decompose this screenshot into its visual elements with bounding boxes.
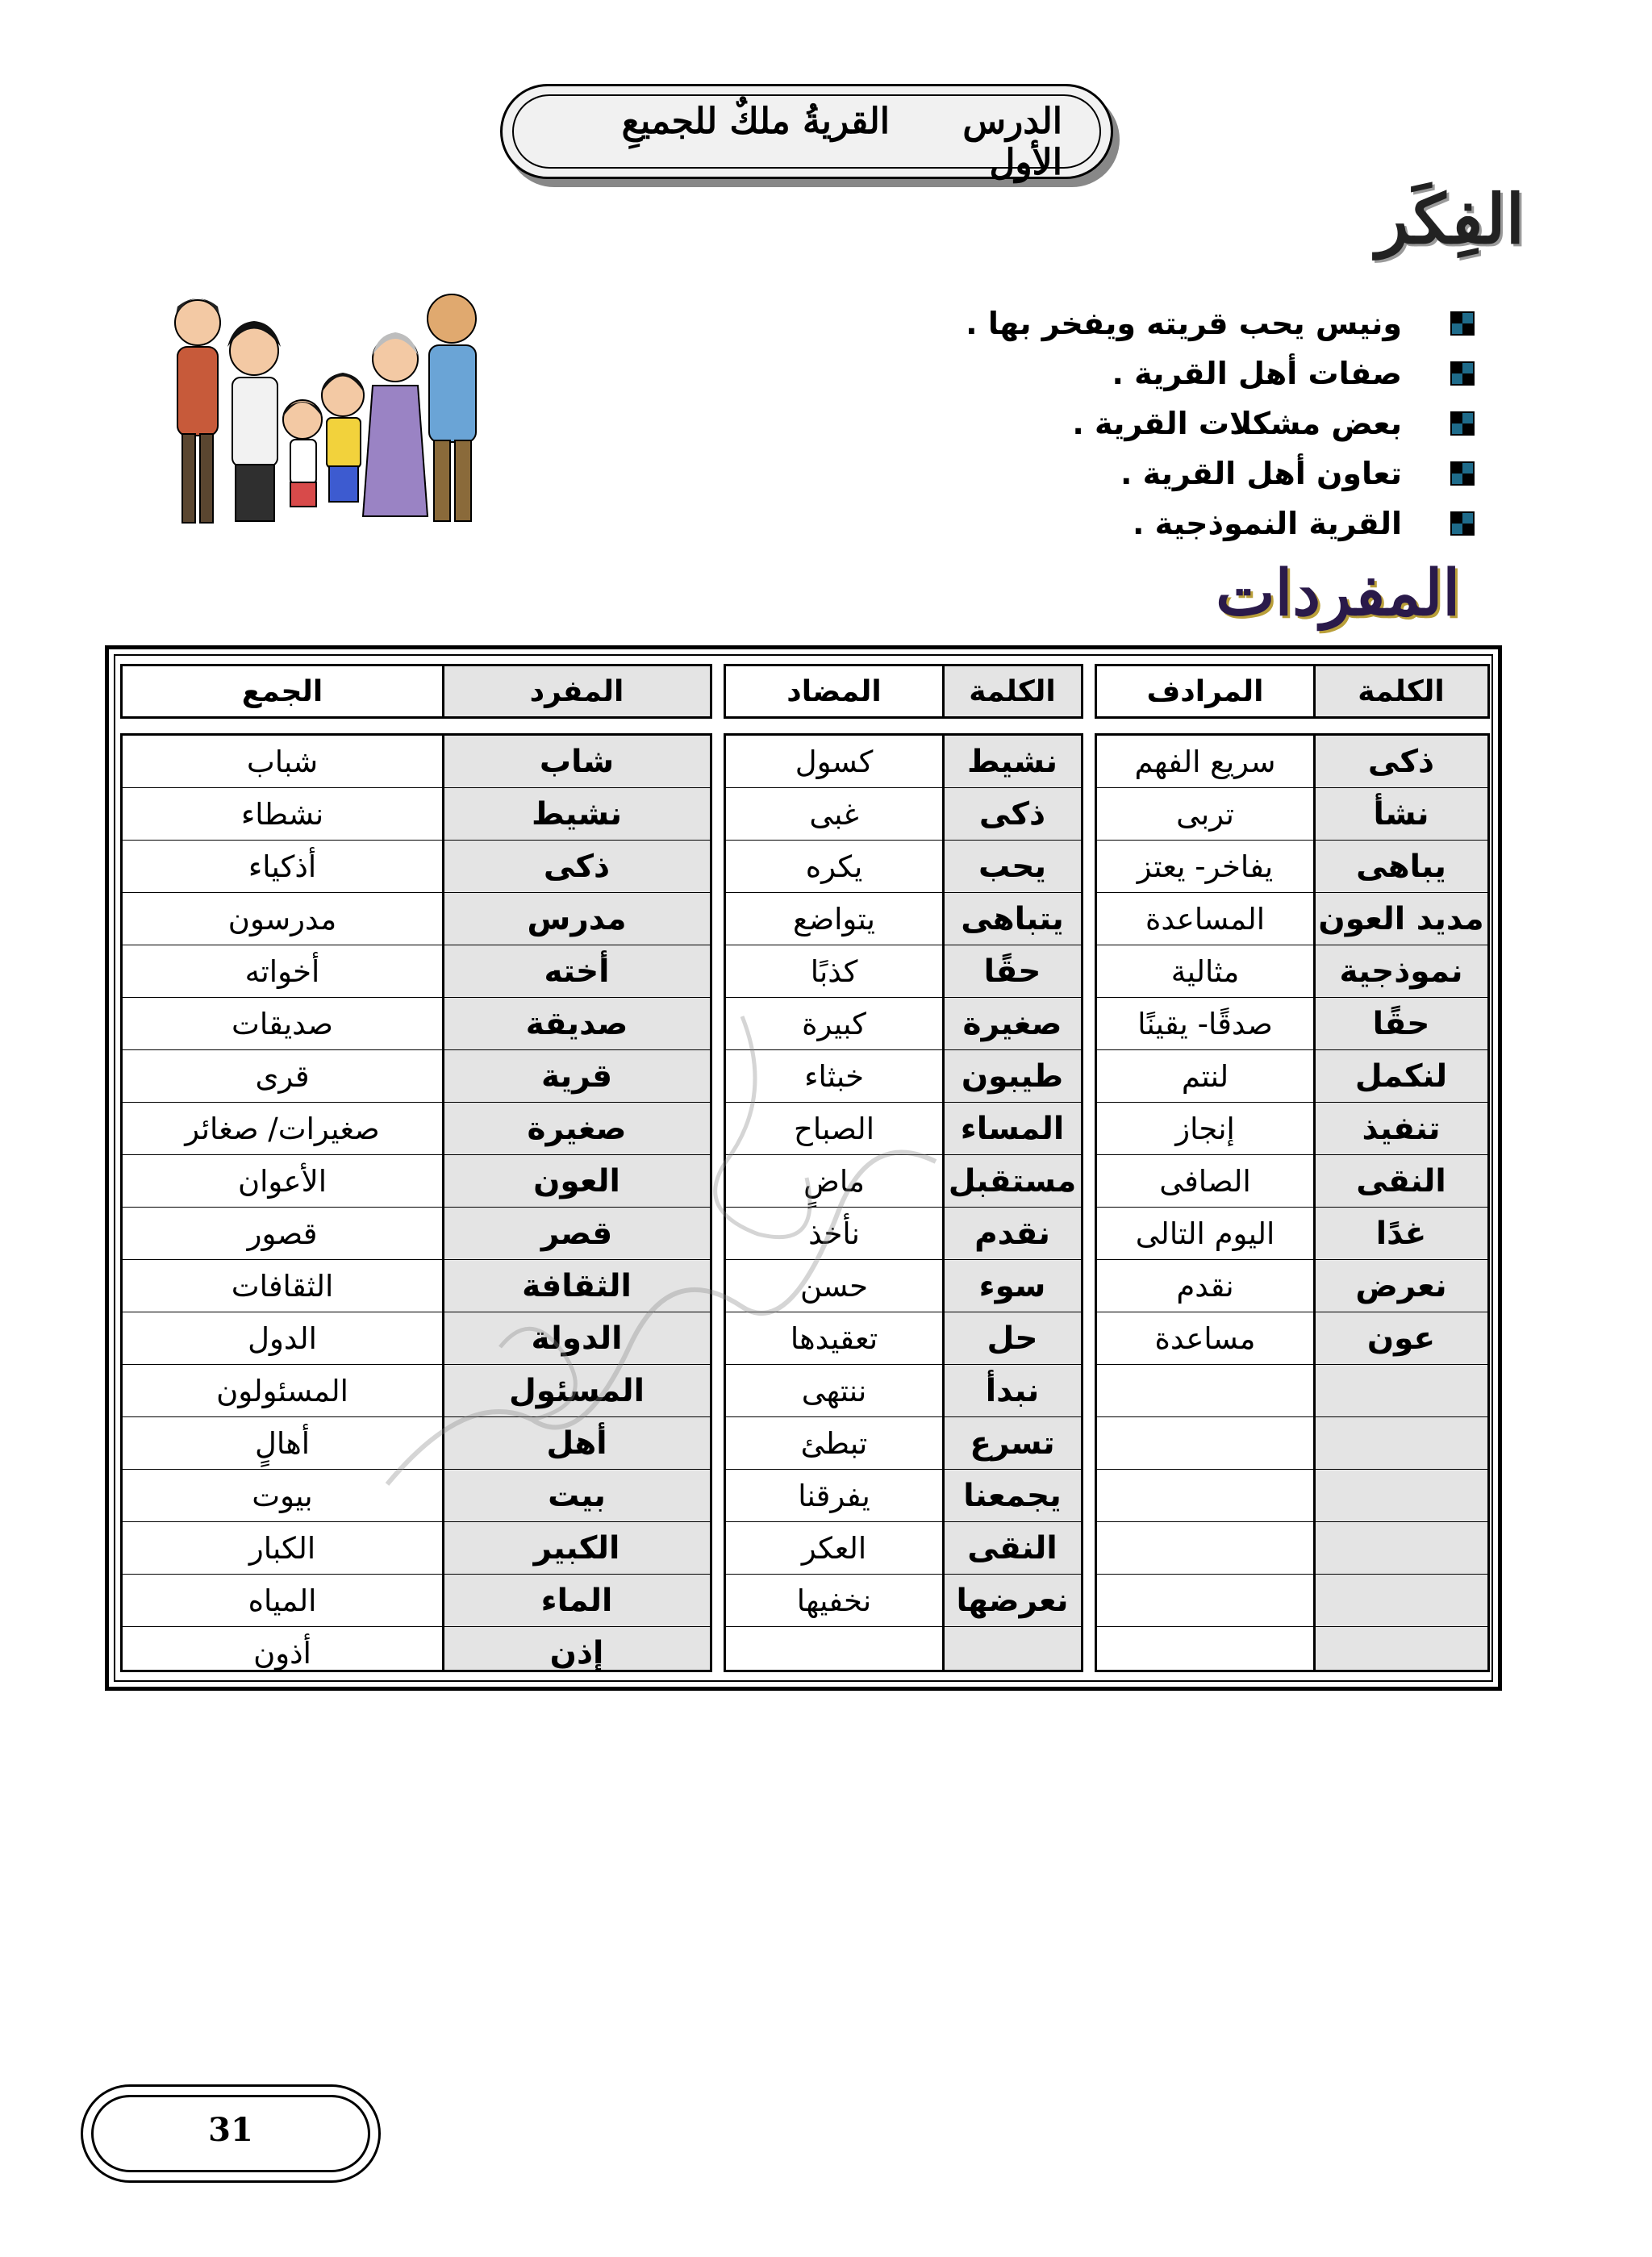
synonym-cell: صدقًا- يقينًا bbox=[1137, 1007, 1273, 1041]
table-row bbox=[123, 893, 710, 945]
headword-cell: نشأ bbox=[1373, 796, 1429, 832]
plural-cell: نشطاء bbox=[240, 797, 324, 832]
table-row bbox=[123, 945, 710, 998]
plural-cell: مدرسون bbox=[227, 902, 337, 937]
plural-cell: أهالٍ bbox=[255, 1426, 310, 1461]
table-row bbox=[1097, 945, 1487, 998]
headword-cell: يحب bbox=[978, 849, 1047, 885]
headword-cell: مديد العون bbox=[1318, 901, 1484, 937]
plural-cell: أذون bbox=[253, 1636, 311, 1671]
antonym-cell: كسول bbox=[795, 745, 874, 779]
table-row bbox=[123, 1260, 710, 1312]
table-row bbox=[726, 1050, 1081, 1103]
plural-cell: قصور bbox=[247, 1216, 318, 1251]
headword-cell bbox=[944, 1627, 1081, 1679]
headword-cell: الدولة bbox=[531, 1320, 623, 1357]
headword-cell: الماء bbox=[540, 1583, 613, 1619]
antonym-cell: تعقيدها bbox=[790, 1321, 878, 1356]
headword-cell: نعرض bbox=[1355, 1268, 1447, 1304]
headword-cell: نشيط bbox=[967, 744, 1058, 780]
page-number-badge bbox=[81, 2084, 381, 2183]
table-row bbox=[123, 841, 710, 893]
table-row bbox=[1097, 788, 1487, 841]
antonym-cell: كذبًا bbox=[810, 954, 858, 989]
plurals-body bbox=[120, 733, 712, 1672]
table-row bbox=[123, 1103, 710, 1155]
headword-cell: نموذجية bbox=[1339, 953, 1463, 990]
synonym-cell: مثالية bbox=[1170, 954, 1240, 989]
header-antonym: المضاد bbox=[786, 674, 882, 708]
headword-cell: تنفيذ bbox=[1362, 1111, 1441, 1147]
headword-cell: يباهى bbox=[1356, 849, 1446, 885]
table-row bbox=[123, 1365, 710, 1417]
plural-cell: صديقات bbox=[232, 1007, 333, 1041]
family-illustration bbox=[161, 274, 484, 540]
headword-cell: النقى bbox=[1356, 1163, 1446, 1199]
header-word: الكلمة bbox=[969, 674, 1056, 708]
headword-cell: تسرع bbox=[970, 1425, 1055, 1462]
vocabulary-table bbox=[105, 645, 1502, 1691]
headword-cell bbox=[1315, 1522, 1487, 1575]
table-row bbox=[1097, 1522, 1487, 1575]
headword-cell: طيبون bbox=[961, 1058, 1064, 1095]
headword-cell: سوء bbox=[978, 1268, 1046, 1304]
synonym-cell: الصافى bbox=[1159, 1164, 1251, 1199]
figure-father bbox=[175, 298, 220, 523]
headword-cell: يجمعنا bbox=[963, 1478, 1062, 1514]
plural-cell: قرى bbox=[255, 1059, 310, 1094]
synonym-cell bbox=[1097, 1575, 1313, 1627]
table-row bbox=[123, 788, 710, 841]
plural-cell: بيوت bbox=[252, 1479, 313, 1513]
table-row bbox=[1097, 1208, 1487, 1260]
table-row bbox=[726, 1365, 1081, 1417]
synonym-cell bbox=[1097, 1627, 1313, 1679]
plural-cell: المياه bbox=[248, 1583, 317, 1618]
table-row bbox=[123, 1470, 710, 1522]
headword-cell: صديقة bbox=[525, 1006, 628, 1042]
plural-cell: الأعوان bbox=[237, 1164, 327, 1199]
table-row bbox=[1097, 1470, 1487, 1522]
synonyms-header bbox=[1095, 664, 1490, 719]
ideas-list-item: ونيس يحب قريته ويفخر بها . bbox=[910, 298, 1475, 348]
headword-cell: النقى bbox=[967, 1530, 1058, 1567]
plural-cell: أذكياء bbox=[248, 849, 317, 884]
plural-cell: صغيرات/ صغائر bbox=[185, 1112, 380, 1146]
antonym-cell: يتواضع bbox=[793, 902, 875, 937]
headword-cell: المسئول bbox=[508, 1373, 645, 1409]
headword-cell: صغيرة bbox=[962, 1006, 1062, 1042]
lesson-title: القريةُ ملكٌ للجميعِ bbox=[621, 101, 890, 142]
figure-grandfather bbox=[428, 294, 476, 521]
antonym-cell: الصباح bbox=[794, 1112, 874, 1146]
table-row bbox=[726, 1208, 1081, 1260]
headword-cell: المساء bbox=[960, 1111, 1065, 1147]
plural-cell: أخواته bbox=[244, 954, 320, 989]
table-row bbox=[1097, 1103, 1487, 1155]
antonym-cell bbox=[726, 1627, 942, 1679]
table-row bbox=[1097, 1260, 1487, 1312]
table-row bbox=[726, 893, 1081, 945]
ideas-list bbox=[910, 298, 1475, 549]
table-row bbox=[123, 1417, 710, 1470]
synonyms-body bbox=[1095, 733, 1490, 1672]
synonym-cell bbox=[1097, 1365, 1313, 1417]
table-row bbox=[726, 1312, 1081, 1365]
synonym-cell bbox=[1097, 1522, 1313, 1575]
headword-cell: الثقافة bbox=[522, 1268, 632, 1304]
table-row bbox=[1097, 1050, 1487, 1103]
antonym-cell: العكر bbox=[801, 1531, 867, 1566]
table-row bbox=[726, 998, 1081, 1050]
table-row bbox=[123, 1627, 710, 1679]
headword-cell: بيت bbox=[548, 1478, 606, 1514]
antonyms-panel bbox=[724, 664, 1083, 1672]
headword-cell: صغيرة bbox=[527, 1111, 627, 1147]
headword-cell bbox=[1315, 1575, 1487, 1627]
figure-girl bbox=[321, 373, 365, 502]
headword-cell bbox=[1315, 1365, 1487, 1417]
table-row bbox=[726, 736, 1081, 788]
antonym-cell: يكره bbox=[805, 849, 863, 884]
headword-cell: عون bbox=[1366, 1320, 1436, 1357]
headword-cell: ذكى bbox=[1367, 744, 1435, 780]
page-number: 31 bbox=[208, 2111, 253, 2149]
headword-cell: حل bbox=[987, 1320, 1038, 1357]
table-row bbox=[123, 1522, 710, 1575]
ideas-list-item: بعض مشكلات القرية . bbox=[910, 398, 1475, 448]
table-row bbox=[1097, 736, 1487, 788]
headword-cell: نقدم bbox=[974, 1216, 1050, 1252]
square-bullet-icon bbox=[1450, 361, 1475, 386]
header-singular: المفرد bbox=[529, 674, 624, 708]
antonym-cell: يفرقنا bbox=[798, 1479, 870, 1513]
synonym-cell: المساعدة bbox=[1145, 902, 1266, 937]
plural-cell: الكبار bbox=[248, 1531, 316, 1566]
headword-cell: قصر bbox=[540, 1216, 613, 1252]
ideas-list-item: تعاون أهل القرية . bbox=[910, 448, 1475, 499]
plurals-header bbox=[120, 664, 712, 719]
ideas-list-item: القرية النموذجية . bbox=[910, 499, 1475, 549]
table-row bbox=[1097, 1417, 1487, 1470]
headword-cell: حقًا bbox=[983, 953, 1041, 990]
lesson-number: الدرس الأول bbox=[962, 101, 1062, 183]
header-synonym: المرادف bbox=[1146, 674, 1264, 708]
antonym-cell: غبى bbox=[809, 797, 859, 832]
table-row bbox=[726, 1575, 1081, 1627]
antonym-cell: خبثاء bbox=[804, 1059, 864, 1094]
antonym-cell: كبيرة bbox=[802, 1007, 866, 1041]
headword-cell bbox=[1315, 1627, 1487, 1679]
synonym-cell: يفاخر- يعتز bbox=[1137, 849, 1274, 884]
table-row bbox=[726, 1260, 1081, 1312]
synonym-cell: إنجاز bbox=[1175, 1112, 1235, 1146]
headword-cell: غدًا bbox=[1375, 1216, 1427, 1252]
ideas-list-item: صفات أهل القرية . bbox=[910, 348, 1475, 398]
table-row bbox=[726, 1417, 1081, 1470]
antonym-cell: تبطئ bbox=[800, 1426, 868, 1461]
plural-cell: الثقافات bbox=[231, 1269, 334, 1304]
vocabulary-title: المفردات bbox=[1216, 557, 1460, 630]
headword-cell bbox=[1315, 1417, 1487, 1470]
antonym-cell: حسن bbox=[799, 1269, 869, 1304]
headword-cell: العون bbox=[533, 1163, 620, 1199]
headword-cell: شاب bbox=[539, 744, 615, 780]
headword-cell: ذكى bbox=[543, 849, 611, 885]
table-row bbox=[1097, 1155, 1487, 1208]
table-row bbox=[123, 998, 710, 1050]
table-row bbox=[1097, 1627, 1487, 1679]
square-bullet-icon bbox=[1450, 461, 1475, 486]
antonym-cell: ننتهى bbox=[801, 1374, 867, 1408]
synonym-cell: تربى bbox=[1176, 797, 1234, 832]
synonym-cell: نقدم bbox=[1176, 1269, 1234, 1304]
antonym-cell: نخفيها bbox=[796, 1583, 872, 1618]
headword-cell: قرية bbox=[540, 1058, 613, 1095]
plural-cell: المسئولون bbox=[216, 1374, 348, 1408]
headword-cell: ذكى bbox=[978, 796, 1046, 832]
synonym-cell: سريع الفهم bbox=[1134, 745, 1276, 779]
headword-cell: إذن bbox=[549, 1635, 604, 1671]
plurals-panel bbox=[120, 664, 712, 1672]
plural-cell: الدول bbox=[248, 1321, 317, 1356]
headword-cell: حقًا bbox=[1372, 1006, 1430, 1042]
headword-cell: نعرضها bbox=[956, 1583, 1069, 1619]
headword-cell bbox=[1315, 1470, 1487, 1522]
table-row bbox=[726, 1103, 1081, 1155]
square-bullet-icon bbox=[1450, 311, 1475, 336]
antonyms-header bbox=[724, 664, 1083, 719]
synonym-cell: مساعدة bbox=[1154, 1321, 1256, 1356]
header-plural: الجمع bbox=[241, 674, 323, 708]
table-row bbox=[123, 1575, 710, 1627]
headword-cell: أهل bbox=[546, 1425, 607, 1462]
table-row bbox=[123, 1155, 710, 1208]
synonym-cell bbox=[1097, 1417, 1313, 1470]
headword-cell: أخته bbox=[544, 953, 610, 990]
headword-cell: نشيط bbox=[532, 796, 623, 832]
headword-cell: يتباهى bbox=[961, 901, 1064, 937]
synonym-cell bbox=[1097, 1470, 1313, 1522]
table-row bbox=[123, 1312, 710, 1365]
synonym-cell: اليوم التالى bbox=[1135, 1216, 1275, 1251]
headword-cell: نبدأ bbox=[985, 1373, 1040, 1409]
plural-cell: شباب bbox=[246, 745, 319, 779]
headword-cell: مستقبل bbox=[948, 1163, 1077, 1199]
synonym-cell: لنتم bbox=[1181, 1059, 1229, 1094]
table-row bbox=[1097, 1365, 1487, 1417]
table-row bbox=[726, 788, 1081, 841]
figure-grandmother bbox=[363, 332, 428, 516]
table-row bbox=[123, 1208, 710, 1260]
ideas-title: الفِكَر bbox=[1375, 179, 1525, 259]
antonyms-body bbox=[724, 733, 1083, 1672]
antonym-cell: نأخذ bbox=[808, 1216, 860, 1251]
table-row bbox=[726, 841, 1081, 893]
lesson-header bbox=[500, 84, 1113, 183]
headword-cell: لنكمل bbox=[1354, 1058, 1448, 1095]
table-row bbox=[726, 1522, 1081, 1575]
table-row bbox=[726, 945, 1081, 998]
figure-mother bbox=[227, 321, 281, 521]
table-row bbox=[123, 1050, 710, 1103]
table-row bbox=[726, 1470, 1081, 1522]
antonym-cell: ماضٍ bbox=[803, 1164, 865, 1199]
headword-cell: مدرس bbox=[527, 901, 627, 937]
synonyms-panel bbox=[1095, 664, 1490, 1672]
figure-small-girl bbox=[282, 400, 323, 507]
headword-cell: الكبير bbox=[533, 1530, 620, 1567]
table-row bbox=[1097, 998, 1487, 1050]
table-row bbox=[1097, 841, 1487, 893]
table-row bbox=[1097, 893, 1487, 945]
table-row bbox=[1097, 1312, 1487, 1365]
table-row bbox=[726, 1155, 1081, 1208]
table-row bbox=[123, 736, 710, 788]
table-row bbox=[726, 1627, 1081, 1679]
table-row bbox=[1097, 1575, 1487, 1627]
header-word: الكلمة bbox=[1358, 674, 1445, 708]
square-bullet-icon bbox=[1450, 411, 1475, 436]
square-bullet-icon bbox=[1450, 511, 1475, 536]
